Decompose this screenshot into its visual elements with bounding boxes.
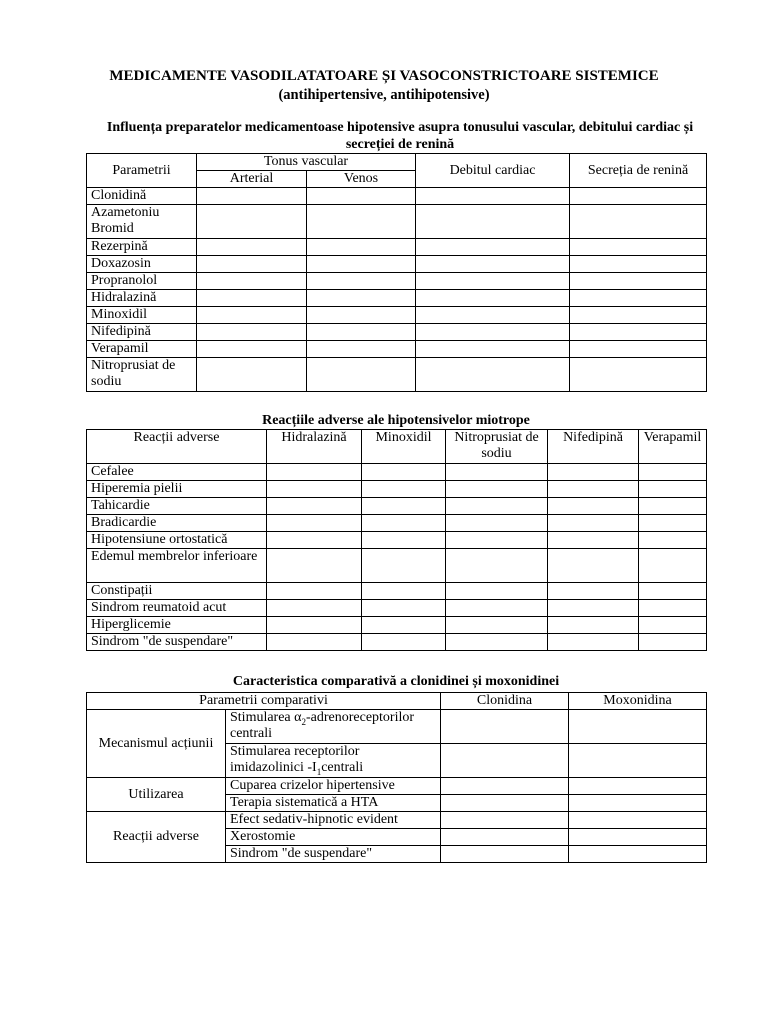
header-tonus-vascular: Tonus vascular xyxy=(197,154,416,171)
drug-name: Nifedipină xyxy=(87,324,197,341)
header-hidralazina: Hidralazină xyxy=(267,430,362,464)
table-row xyxy=(87,778,707,795)
table-row xyxy=(87,341,707,358)
reaction-name: Constipații xyxy=(87,583,267,600)
table-row xyxy=(87,515,707,532)
group-utilizarea: Utilizarea xyxy=(87,778,226,812)
table2-header-row xyxy=(87,430,707,464)
reaction-name: Cefalee xyxy=(87,464,267,481)
table3-heading: Caracteristica comparativă a clonidinei și moxonidinei xyxy=(232,674,560,689)
table-row xyxy=(87,205,707,239)
item-terapia: Terapia sistematică a HTA xyxy=(226,795,441,812)
table-row xyxy=(87,290,707,307)
header-clonidina: Clonidina xyxy=(441,693,569,710)
reaction-name: Hiperglicemie xyxy=(87,617,267,634)
table-row xyxy=(87,324,707,341)
table2-heading: Reacțiile adverse ale hipotensivelor miotrope xyxy=(262,413,530,428)
item-sindrom-suspendare: Sindrom "de suspendare" xyxy=(226,846,441,863)
drug-name: Rezerpină xyxy=(87,239,197,256)
reaction-name: Sindrom "de suspendare" xyxy=(87,634,267,651)
header-arterial: Arterial xyxy=(197,171,307,188)
table-row xyxy=(87,498,707,515)
header-reactii-adverse: Reacții adverse xyxy=(87,430,267,464)
drug-name: Verapamil xyxy=(87,341,197,358)
table-row xyxy=(87,239,707,256)
reaction-name: Bradicardie xyxy=(87,515,267,532)
table-row xyxy=(87,188,707,205)
reaction-name: Edemul membrelor inferioare xyxy=(87,549,267,583)
clonidine-moxonidine-table xyxy=(86,692,707,863)
header-verapamil: Verapamil xyxy=(639,430,707,464)
item-stimularea-alpha2: Stimularea $\alpha_2$-adrenoreceptorilor centrali xyxy=(226,710,441,744)
header-parametrii: Parametrii xyxy=(87,154,197,188)
reaction-name: Hipotensiune ortostatică xyxy=(87,532,267,549)
item-stimularea-imidazolinici: Stimularea receptorilor imidazolinici $-I_1centrali$ xyxy=(226,744,441,778)
header-minoxidil: Minoxidil xyxy=(362,430,446,464)
item-xerostomie: Xerostomie xyxy=(226,829,441,846)
table-row xyxy=(87,256,707,273)
reaction-name: Hiperemia pielii xyxy=(87,481,267,498)
table-row xyxy=(87,812,707,829)
table-row xyxy=(87,600,707,617)
drug-name: Doxazosin xyxy=(87,256,197,273)
document-subtitle: (antihipertensive, antihipotensive) xyxy=(278,87,490,103)
header-debitul-cardiac: Debitul cardiac xyxy=(416,154,570,188)
table-row xyxy=(87,481,707,498)
header-parametrii-comparativi: Parametrii comparativi xyxy=(87,693,441,710)
header-moxonidina: Moxonidina xyxy=(569,693,707,710)
table-row xyxy=(87,583,707,600)
table-row xyxy=(87,634,707,651)
table-row xyxy=(87,617,707,634)
drug-name: Clonidină xyxy=(87,188,197,205)
table-row xyxy=(87,549,707,583)
header-nitroprusiat: Nitroprusiat de sodiu xyxy=(446,430,548,464)
drug-name: Hidralazină xyxy=(87,290,197,307)
table-row xyxy=(87,532,707,549)
header-venos: Venos xyxy=(307,171,416,188)
header-nifedipina: Nifedipină xyxy=(548,430,639,464)
group-mecanismul-actiunii: Mecanismul acțiunii xyxy=(87,710,226,778)
table-row xyxy=(87,710,707,744)
table-row xyxy=(87,307,707,324)
item-efect-sedativ: Efect sedativ-hipnotic evident xyxy=(226,812,441,829)
drug-name: Azametoniu Bromid xyxy=(87,205,197,239)
table3-header-row xyxy=(87,693,707,710)
table1-header-row xyxy=(87,154,707,171)
document-title: MEDICAMENTE VASODILATATOARE ȘI VASOCONSTRICTOARE SISTEMICE xyxy=(109,68,659,84)
drug-name: Propranolol xyxy=(87,273,197,290)
adverse-reactions-table xyxy=(86,429,707,651)
header-secretia-renina: Secreția de renină xyxy=(570,154,707,188)
drug-name: Nitroprusiat de sodiu xyxy=(87,358,197,392)
hipotensive-influence-table xyxy=(86,153,707,392)
drug-name: Minoxidil xyxy=(87,307,197,324)
reaction-name: Tahicardie xyxy=(87,498,267,515)
reaction-name: Sindrom reumatoid acut xyxy=(87,600,267,617)
group-reactii-adverse: Reacții adverse xyxy=(87,812,226,863)
table1-heading: Influența preparatelor medicamentoase hipotensive asupra tonusului vascular, debitului cardiac și secreției de renină xyxy=(106,120,694,152)
table-row xyxy=(87,464,707,481)
item-cuparea: Cuparea crizelor hipertensive xyxy=(226,778,441,795)
table-row xyxy=(87,358,707,392)
table-row xyxy=(87,273,707,290)
